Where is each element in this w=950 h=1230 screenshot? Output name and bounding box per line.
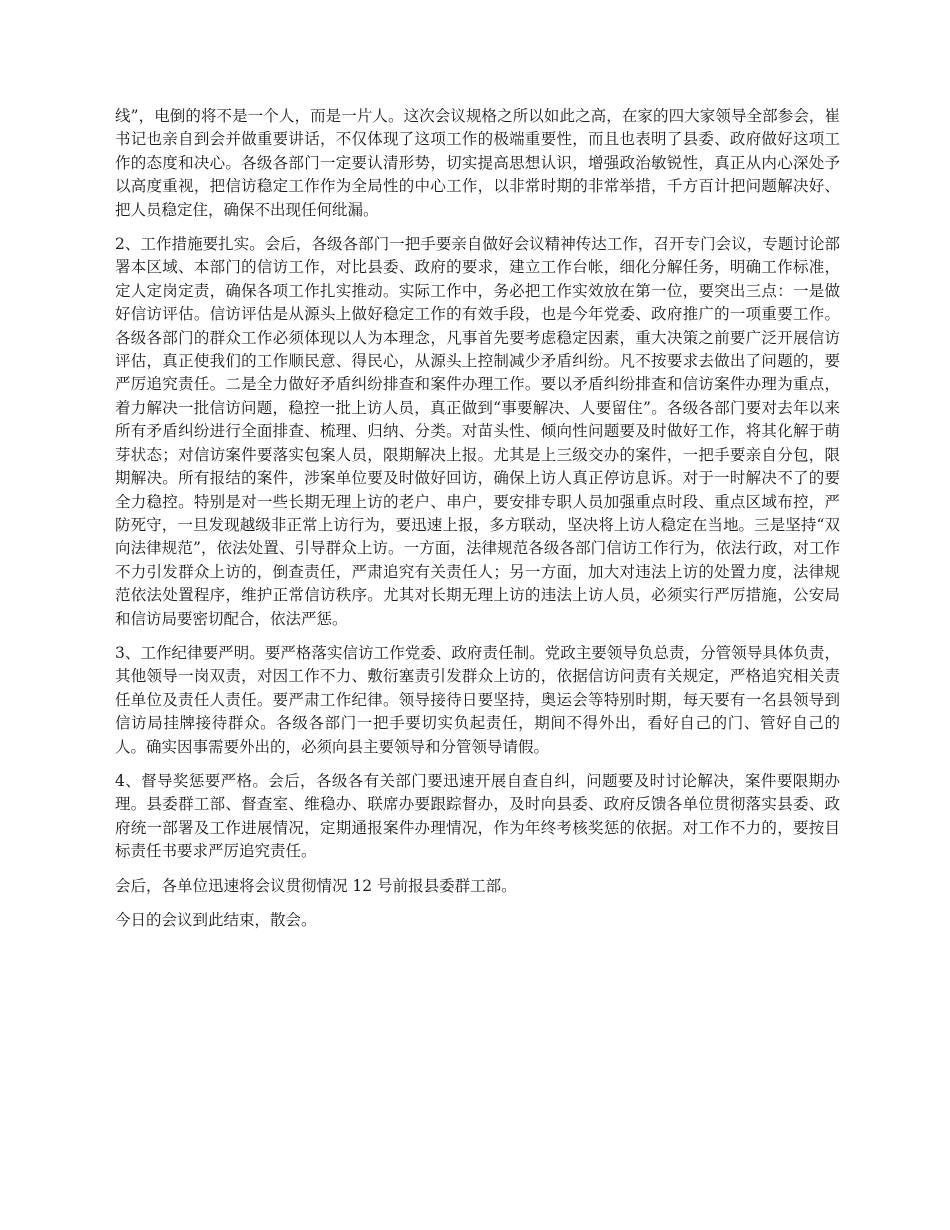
paragraph-closing: 今日的会议到此结束，散会。 [115, 911, 317, 929]
paragraph-continuation: 线”，电倒的将不是一个人，而是一片人。这次会议规格之所以如此之高，在家的四大家领导全部参会，崔书记也亲自到会并做重要讲话，不仅体现了这项工作的极端重要性，而且也表明了县委、政府做好这项工作的态度和决心。各级各部门一定要认清形势，切实提高思想认识，增强政治敏锐性，真正从内心深处予以高度重视，把信访稳定工作作为全局性的中心工作，以非常时期的非常举措，千方百计把问题解决好、把人员稳定住，确保不出现任何纰漏。 [115, 107, 840, 219]
paragraph-supervision: 4、督导奖惩要严格。会后，各级各有关部门要迅速开展自查自纠，问题要及时讨论解决，案件要限期办理。县委群工部、督查室、维稳办、联席办要跟踪督办，及时向县委、政府反馈各单位贯彻落实县委、政府统一部署及工作进展情况，定期通报案件办理情况，作为年终考核奖惩的依据。对工作不力的，要按目标责任书要求严厉追究责任。 [115, 771, 840, 861]
document-body [115, 105, 840, 943]
paragraph-report-deadline: 会后，各单位迅速将会议贯彻情况 12 号前报县委群工部。 [115, 876, 517, 895]
paragraph-work-measures: 2、工作措施要扎实。会后，各级各部门一把手要亲自做好会议精神传达工作，召开专门会议，专题讨论部署本区域、本部门的信访工作，对比县委、政府的要求，建立工作台帐，细化分解任务，明确工作标准，定人定岗定责，确保各项工作扎实推动。实际工作中，务必把工作实效放在第一位，要突出三点：一是做好信访评估。信访评估是从源头上做好稳定工作的有效手段，也是今年党委、政府推广的一项重要工作。各级各部门的群众工作必须体现以人为本理念，凡事首先要考虑稳定因素，重大决策之前要广泛开展信访评估，真正使我们的工作顺民意、得民心，从源头上控制减少矛盾纠纷。凡不按要求去做出了问题的，要严厉追究责任。二是全力做好矛盾纠纷排查和案件办理工作。要以矛盾纠纷排查和信访案件办理为重点，着力解决一批信访问题，稳控一批上访人员，真正做到“事要解决、人要留住”。各级各部门要对去年以来所有矛盾纠纷进行全面排查、梳理、归纳、分类。对苗头性、倾向性问题要及时做好工作，将其化解于萌芽状态；对信访案件要落实包案人员，限期解决上报。尤其是上三级交办的案件，一把手要亲自分包，限期解决。所有报结的案件，涉案单位要及时做好回访，确保上访人真正停访息诉。对于一时解决不了的要全力稳控。特别是对一些长期无理上访的老户、串户，要安排专职人员加强重点时段、重点区域布控，严防死守，一旦发现越级非正常上访行为，要迅速上报，多方联动，坚决将上访人稳定在当地。三是坚持“双向法律规范”，依法处置、引导群众上访。一方面，法律规范各级各部门信访工作行为，依法行政，对工作不力引发群众上访的，倒查责任，严肃追究有关责任人；另一方面，加大对违法上访的处置力度，法律规范依法处置程序，维护正常信访秩序。尤其对长期无理上访的违法上访人员，必须实行严厉措施，公安局和信访局要密切配合，依法严惩。 [115, 235, 840, 628]
paragraph-work-discipline: 3、工作纪律要严明。要严格落实信访工作党委、政府责任制。党政主要领导负总责，分管领导具体负责，其他领导一岗双责，对因工作不力、敷衍塞责引发群众上访的，依据信访问责有关规定，严格追究相关责任单位及责任人责任。要严肃工作纪律。领导接待日要坚持，奥运会等特别时期，每天要有一名县领导到信访局挂牌接待群众。各级各部门一把手要切实负起责任，期间不得外出，看好自己的门、管好自己的人。确实因事需要外出的，必须向县主要领导和分管领导请假。 [115, 643, 840, 756]
